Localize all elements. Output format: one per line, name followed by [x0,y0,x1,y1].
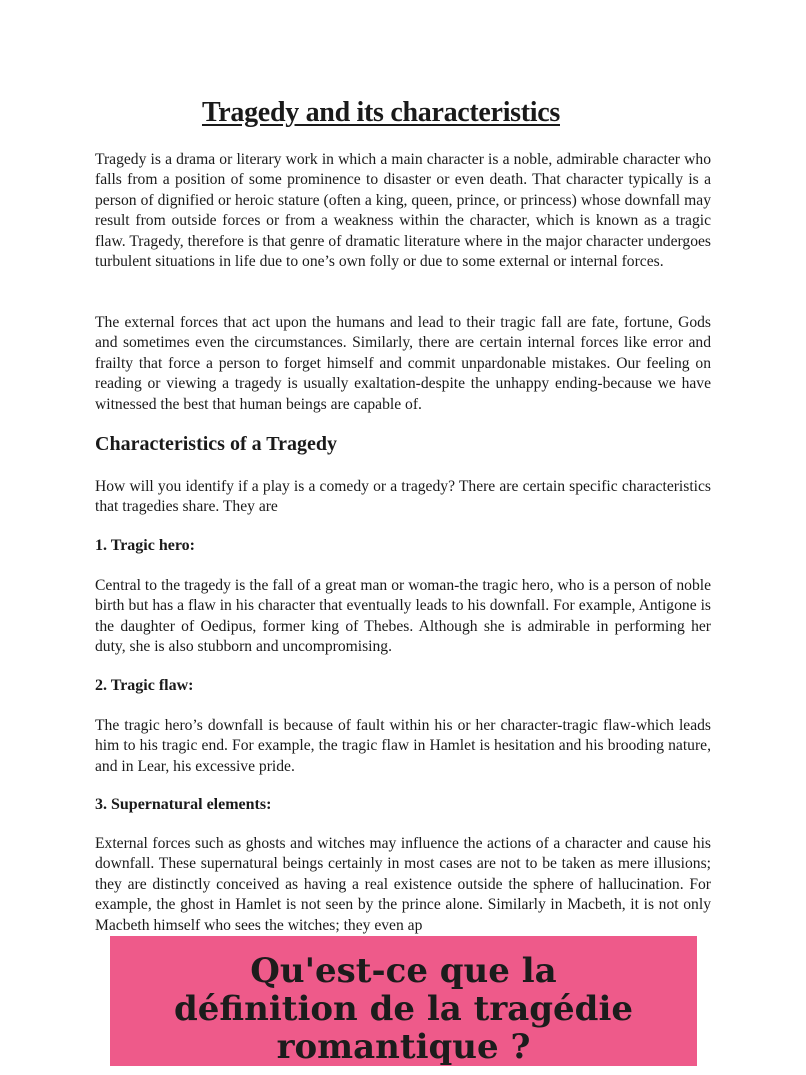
item-heading-tragic-flaw: 2. Tragic flaw: [95,677,194,694]
item-body-tragic-hero: Central to the tragedy is the fall of a great man or woman-the tragic hero, who is a person of noble birth but has a flaw in his character that eventually leads to his downfall. For example, Antigone is the daughter of Oedipus, former king of Thebes. Although she is admirable in performing her duty, she is also stubborn and uncompromising. [95,577,711,656]
banner-text: Qu'est-ce que la définition de la tragédie romantique ? [173,951,634,1067]
question-banner[interactable] [110,936,697,1066]
forces-paragraph: The external forces that act upon the humans and lead to their tragic fall are fate, fortune, Gods and sometimes even the circumstances. Similarly, there are certain internal forces like error and frailty that force a person to forget himself and commit unpardonable mistakes. Our feeling on reading or viewing a tragedy is usually exaltation-despite the unhappy ending-because we have witnessed the best that human beings are capable of. [95,314,711,413]
item-heading-tragic-hero: 1. Tragic hero: [95,537,195,554]
item-heading-supernatural: 3. Supernatural elements: [95,796,272,813]
intro-paragraph: Tragedy is a drama or literary work in which a main character is a noble, admirable character who falls from a position of some prominence to disaster or even death. That character typically is a person of dignified or heroic stature (often a king, queen, prince, or princess) whose downfall may result from outside forces or from a weakness within the character, which is known as a tragic flaw. Tragedy, therefore is that genre of dramatic literature where in the major character undergoes turbulent situations in life due to one’s own folly or due to some external or internal forces. [95,151,711,271]
item-body-supernatural: External forces such as ghosts and witches may influence the actions of a character and cause his downfall. These supernatural beings certainly in most cases are not to be taken as mere illusions; they are distinctly conceived as having a real existence outside the sphere of hallucination. For example, the ghost in Hamlet is not seen by the prince alone. Similarly in Macbeth, it is not only Macbeth himself who sees the witches; they even ap [95,835,711,934]
document-title: Tragedy and its characteristics [201,97,560,128]
item-body-tragic-flaw: The tragic hero’s downfall is because of fault within his or her character-tragic flaw-which leads him to his tragic end. For example, the tragic flaw in Hamlet is hesitation and his brooding nature, and in Lear, his excessive pride. [95,717,711,775]
section-intro: How will you identify if a play is a comedy or a tragedy? There are certain specific characteristics that tragedies share. They are [95,478,711,516]
section-heading: Characteristics of a Tragedy [95,433,337,455]
